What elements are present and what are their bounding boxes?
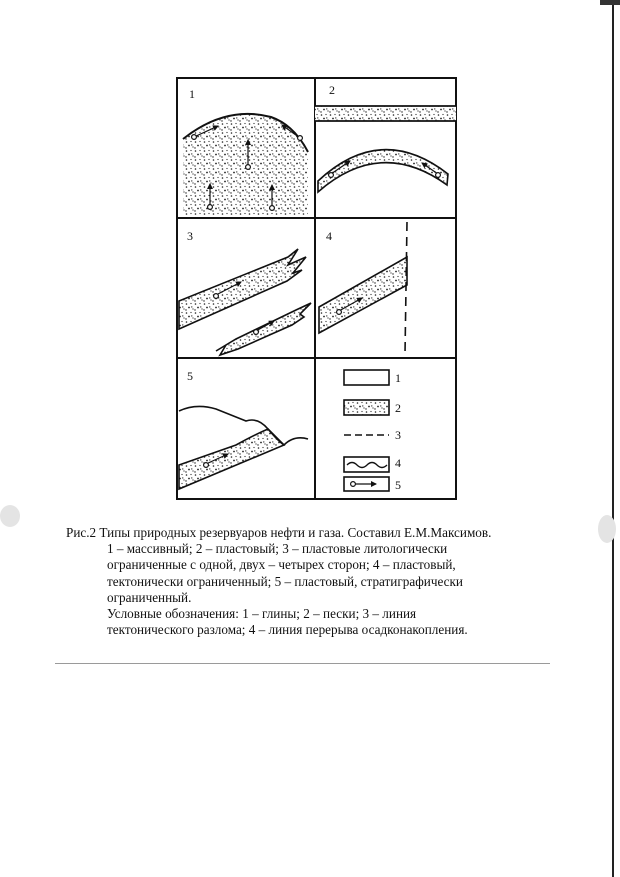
sand-legend-swatch xyxy=(344,400,389,415)
panel-5-stratigraphic xyxy=(179,406,308,489)
caption-line: 1 – массивный; 2 – пластовый; 3 – пластовые литологически xyxy=(107,541,448,557)
legend-number: 4 xyxy=(395,456,401,470)
figure-caption xyxy=(66,525,546,638)
panel-3-lithologic xyxy=(179,249,311,355)
panel-4-tectonic xyxy=(319,222,407,354)
panel-number: 5 xyxy=(187,369,193,383)
caption-title: Рис.2 Типы природных резервуаров нефти и газа. Составил Е.М.Максимов. xyxy=(66,525,492,540)
figure-legend xyxy=(344,370,401,492)
scan-smudge xyxy=(0,505,20,527)
caption-legend-line: тектонического разлома; 4 – линия перерыва осадконакопления. xyxy=(107,622,468,638)
caption-line: ограниченные с одной, двух – четырех сторон; 4 – пластовый, xyxy=(107,557,456,573)
scan-edge-right xyxy=(612,0,614,877)
caption-legend-line: Условные обозначения: 1 – глины; 2 – пески; 3 – линия xyxy=(107,606,417,622)
caption-line: ограниченный. xyxy=(107,589,192,605)
legend-number: 3 xyxy=(395,428,401,442)
panel-number: 3 xyxy=(187,229,193,243)
legend-number: 1 xyxy=(395,371,401,385)
migration-arrow-legend-swatch xyxy=(344,477,389,491)
caption-line: тектонически ограниченный; 5 – пластовый, стратиграфически xyxy=(107,573,463,589)
legend-number: 2 xyxy=(395,401,401,415)
scan-edge-top xyxy=(600,0,620,5)
clay-legend-swatch xyxy=(344,370,389,385)
scan-smudge xyxy=(598,515,616,543)
panel-1-massive xyxy=(183,114,308,216)
reservoir-types-figure xyxy=(176,77,458,500)
panel-number: 2 xyxy=(329,83,335,97)
panel-number: 4 xyxy=(326,229,332,243)
horizontal-rule xyxy=(55,663,550,664)
unconformity-legend-swatch xyxy=(344,457,389,472)
panel-number: 1 xyxy=(189,87,195,101)
legend-number: 5 xyxy=(395,478,401,492)
panel-2-bedded xyxy=(315,106,456,192)
